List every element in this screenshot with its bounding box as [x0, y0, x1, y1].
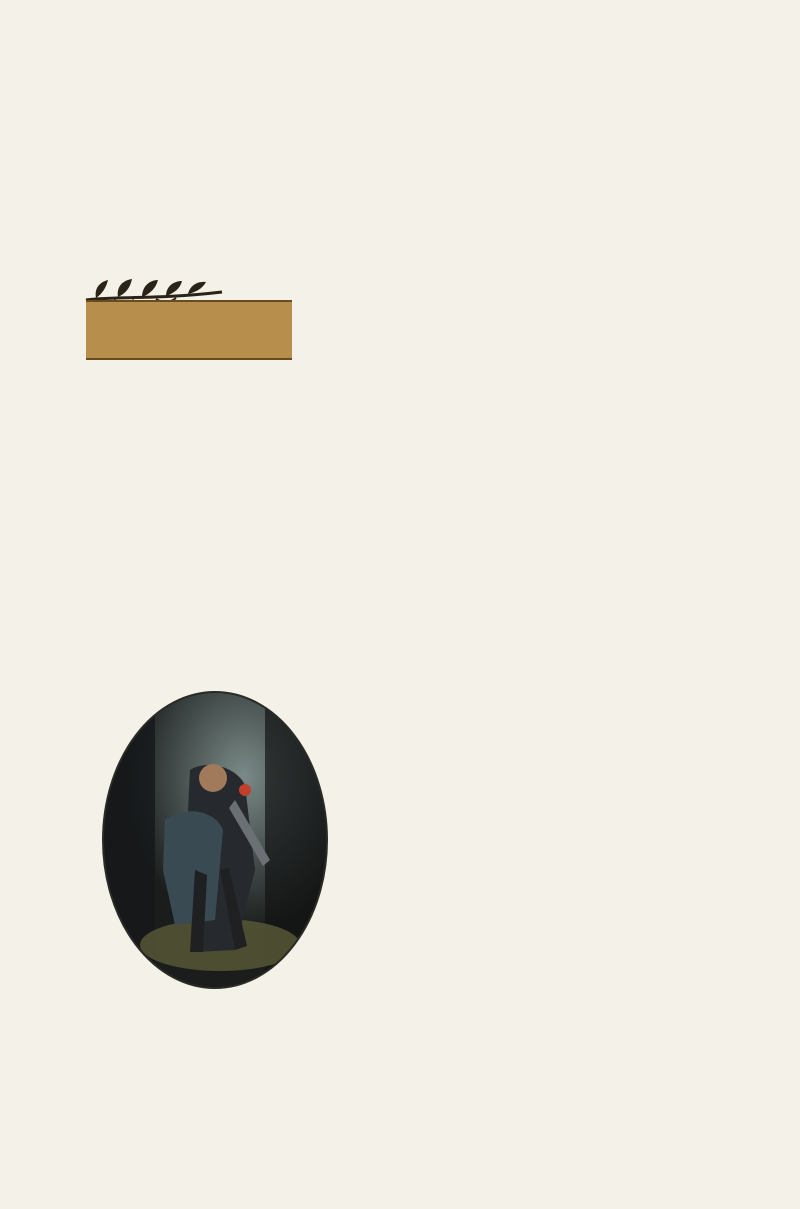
illustration-image: [95, 690, 335, 998]
section-heading-box: [86, 300, 292, 360]
